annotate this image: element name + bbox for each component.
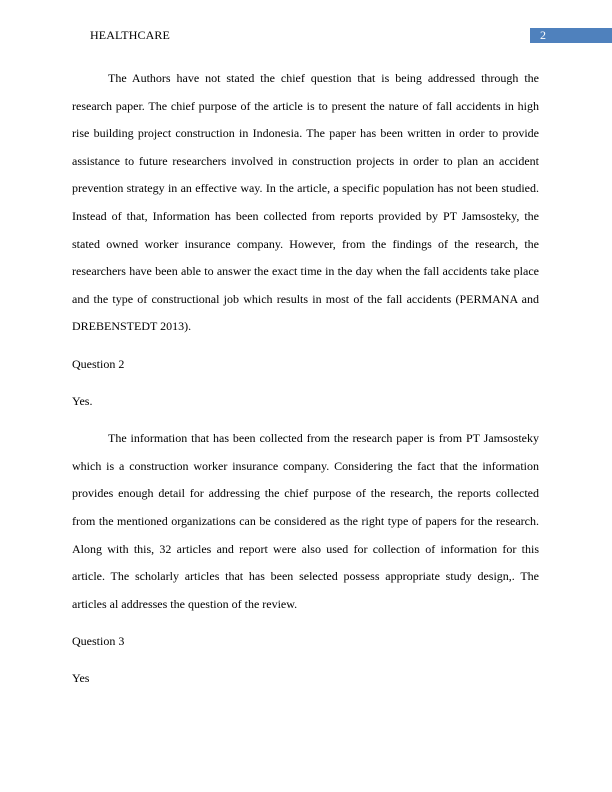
page-number: 2: [540, 28, 546, 42]
question-3-answer: Yes: [72, 671, 90, 686]
running-header-title: HEALTHCARE: [90, 28, 170, 42]
question-3-heading: Question 3: [72, 634, 125, 649]
body-paragraph-2: The information that has been collected from the research paper is from PT Jamsosteky which is a construction worker insurance company. Considering the fact that the information provides enough detail for addressing the chief purpose of the research, the reports collected from the mentioned organizations can be considered as the right type of papers for the research. Along with this, 32 articles and report were also used for collection of information for this article. The scholarly articles that has been selected possess appropriate study design,. The articles al addresses the question of the review.: [72, 431, 539, 611]
question-2-answer: Yes.: [72, 393, 93, 408]
document-body: [72, 65, 539, 703]
question-2-heading: Question 2: [72, 356, 125, 371]
page-number-badge: [530, 28, 612, 43]
body-paragraph-1: The Authors have not stated the chief question that is being addressed through the research paper. The chief purpose of the article is to present the nature of fall accidents in high rise building project construction in Indonesia. The paper has been written in order to provide assistance to future researchers involved in construction projects in order to plan an accident prevention strategy in an effective way. In the article, a specific population has not been studied. Instead of that, Information has been collected from reports provided by PT Jamsosteky, the stated owned worker insurance company. However, from the findings of the research, the researchers have been able to answer the exact time in the day when the fall accidents take place and the type of constructional job which results in most of the fall accidents (PERMANA and DREBENSTEDT 2013).: [72, 71, 539, 334]
